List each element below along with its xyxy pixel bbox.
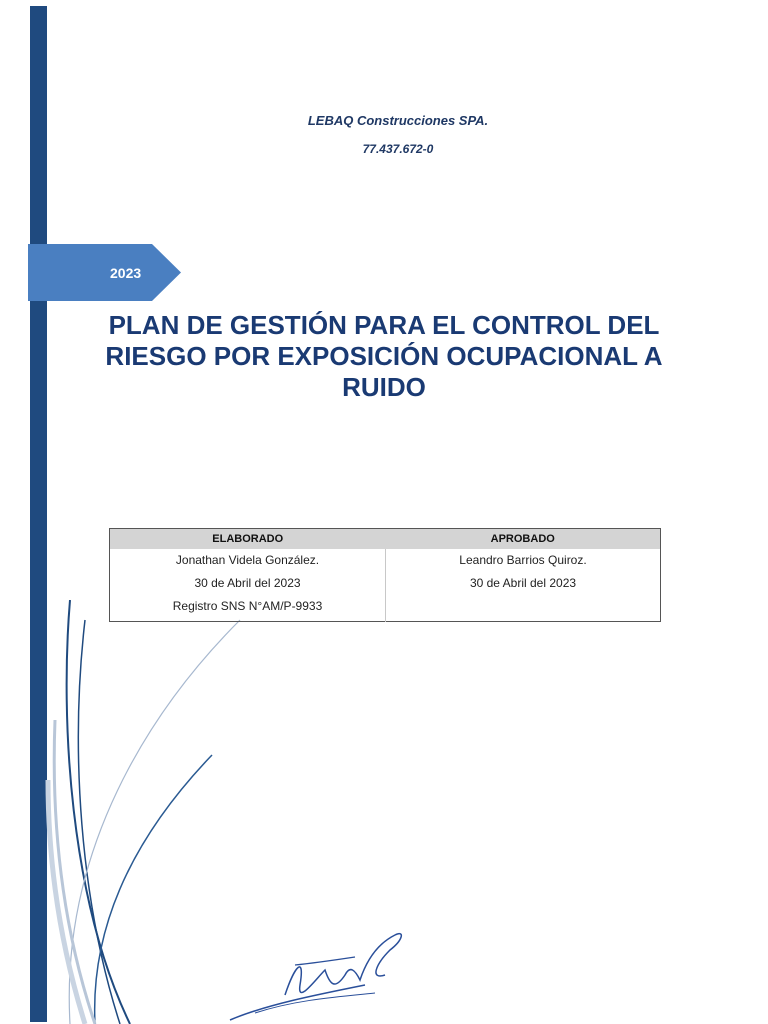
header-aprobado: APROBADO bbox=[386, 529, 661, 550]
year-banner bbox=[28, 244, 181, 301]
elaborado-cell bbox=[110, 549, 386, 622]
year-label: 2023 bbox=[110, 265, 142, 281]
company-rut: 77.437.672-0 bbox=[362, 142, 434, 156]
elaborado-name: Jonathan Videla González. bbox=[175, 553, 320, 567]
handwritten-signature bbox=[225, 925, 415, 1024]
elaborado-date: 30 de Abril del 2023 bbox=[194, 576, 301, 590]
company-name: LEBAQ Construcciones SPA. bbox=[307, 113, 489, 128]
document-title: PLAN DE GESTIÓN PARA EL CONTROL DEL RIESGO POR EXPOSICIÓN OCUPACIONAL A RUIDO bbox=[105, 310, 663, 402]
header-elaborado: ELABORADO bbox=[110, 529, 386, 550]
aprobado-cell bbox=[386, 549, 661, 622]
aprobado-name: Leandro Barrios Quiroz. bbox=[459, 553, 587, 567]
approval-table bbox=[109, 528, 661, 622]
elaborado-registry: Registro SNS N°AM/P-9933 bbox=[172, 599, 323, 613]
aprobado-date: 30 de Abril del 2023 bbox=[469, 576, 577, 590]
